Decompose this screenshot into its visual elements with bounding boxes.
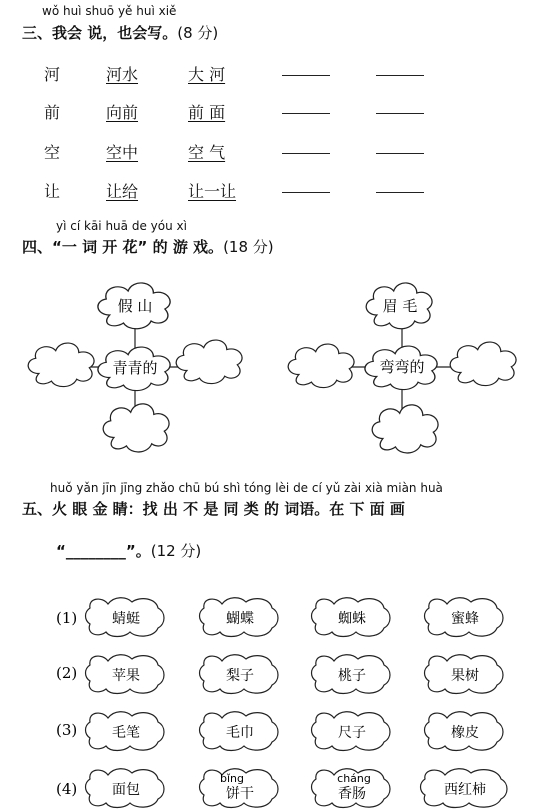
answer-blank[interactable] xyxy=(282,192,330,193)
word-leaf[interactable] xyxy=(425,598,504,637)
row-number: (4) xyxy=(56,780,78,798)
answer-blank[interactable] xyxy=(282,113,330,114)
word-leaf[interactable] xyxy=(200,712,279,751)
word-leaf[interactable] xyxy=(86,655,165,694)
leaf-pinyin: bǐng xyxy=(220,772,244,785)
leaf-word: 梨子 xyxy=(226,668,254,684)
word-leaf[interactable] xyxy=(200,655,279,694)
row-number: (1) xyxy=(56,609,78,627)
base-char: 让 xyxy=(44,182,61,201)
leaf-word: 蝴蝶 xyxy=(226,611,254,627)
section3-title-text: 三、我会 说，也会写。 xyxy=(22,24,178,42)
flower-2-center-label: 弯弯的 xyxy=(379,358,425,376)
section5-points: (12 分) xyxy=(150,542,202,560)
leaf-row xyxy=(56,712,503,751)
leaf-word: 尺子 xyxy=(338,725,366,741)
leaf-word: 蜘蛛 xyxy=(338,611,366,627)
answer-blank[interactable] xyxy=(376,75,424,76)
leaf-word: 毛巾 xyxy=(226,725,254,741)
word-leaf[interactable] xyxy=(312,712,391,751)
flower-2-top-label: 眉 毛 xyxy=(382,297,418,315)
word-leaf[interactable] xyxy=(425,655,504,694)
section3-title xyxy=(22,22,218,43)
leaf-word: 橡皮 xyxy=(451,725,479,741)
example-word-1: 空中 xyxy=(106,143,139,162)
cloud-left-blank[interactable] xyxy=(288,344,354,388)
leaf-word: 桃子 xyxy=(338,668,366,684)
example-word-2: 让一让 xyxy=(188,182,237,201)
word-leaf[interactable] xyxy=(86,598,165,637)
leaf-word: 西红柿 xyxy=(444,782,486,798)
example-word-1: 让给 xyxy=(106,182,139,201)
cloud-bottom-blank[interactable] xyxy=(372,405,438,453)
flower-1 xyxy=(28,283,242,452)
section5-answer-mark: “________”。 xyxy=(56,542,151,560)
example-word-2: 前 面 xyxy=(188,103,226,122)
example-word-1: 河水 xyxy=(106,65,139,84)
section4-points: (18 分) xyxy=(223,238,274,256)
example-word-1: 向前 xyxy=(106,103,139,122)
cloud-left-blank[interactable] xyxy=(28,343,94,387)
word-leaves-grid xyxy=(0,590,549,810)
base-char: 空 xyxy=(44,143,61,162)
section5-pinyin: huǒ yǎn jīn jīng zhǎo chū bú shì tóng lèi de cí yǔ zài xià miàn huà xyxy=(50,481,443,495)
flower-2 xyxy=(288,283,516,453)
example-word-2: 空 气 xyxy=(188,143,226,162)
answer-blank[interactable] xyxy=(282,153,330,154)
example-word-2: 大 河 xyxy=(188,65,226,84)
word-leaf[interactable] xyxy=(200,769,279,808)
flower-1-center-label: 青青的 xyxy=(112,359,158,377)
word-leaf[interactable] xyxy=(200,598,279,637)
word-leaf[interactable] xyxy=(312,655,391,694)
section5-title: 五、火 眼 金 睛：找 出 不 是 同 类 的 词语。在 下 面 画 xyxy=(22,500,405,518)
word-flower-diagram xyxy=(0,270,549,470)
leaf-row xyxy=(56,598,503,637)
leaf-word: 香肠 xyxy=(338,786,366,802)
word-leaf[interactable] xyxy=(312,598,391,637)
section3-pinyin: wǒ huì shuō yě huì xiě xyxy=(42,4,177,18)
answer-blank[interactable] xyxy=(282,75,330,76)
section4-title-text: 四、“一 词 开 花” 的 游 戏。 xyxy=(22,238,224,256)
word-leaf[interactable] xyxy=(86,769,165,808)
row-number: (3) xyxy=(56,721,78,739)
leaf-word: 蜻蜓 xyxy=(112,611,140,627)
answer-blank[interactable] xyxy=(376,153,424,154)
answer-blank[interactable] xyxy=(376,192,424,193)
word-leaf[interactable] xyxy=(312,769,391,808)
flower-1-top-label: 假 山 xyxy=(117,297,153,315)
word-leaf[interactable] xyxy=(421,769,508,808)
leaf-word: 果树 xyxy=(451,668,479,684)
leaf-word: 蜜蜂 xyxy=(451,611,479,627)
section3-points: (8 分) xyxy=(177,24,219,42)
base-char: 前 xyxy=(44,103,61,122)
cloud-right-blank[interactable] xyxy=(450,342,516,386)
cloud-right-blank[interactable] xyxy=(176,340,242,384)
section4-pinyin: yì cí kāi huā de yóu xì xyxy=(56,219,187,233)
leaf-word: 饼干 xyxy=(226,786,254,802)
word-leaf[interactable] xyxy=(86,712,165,751)
leaf-row xyxy=(56,769,507,808)
cloud-bottom-blank[interactable] xyxy=(103,404,169,452)
leaf-pinyin: cháng xyxy=(337,772,371,785)
leaf-word: 毛笔 xyxy=(112,725,140,741)
answer-blank[interactable] xyxy=(376,113,424,114)
word-leaf[interactable] xyxy=(425,712,504,751)
base-char: 河 xyxy=(44,65,61,84)
section4-title xyxy=(22,236,274,257)
section5-title-line2 xyxy=(56,540,201,561)
leaf-word: 面包 xyxy=(112,782,140,798)
row-number: (2) xyxy=(56,664,78,682)
leaf-row xyxy=(56,655,503,694)
leaf-word: 苹果 xyxy=(112,668,140,684)
